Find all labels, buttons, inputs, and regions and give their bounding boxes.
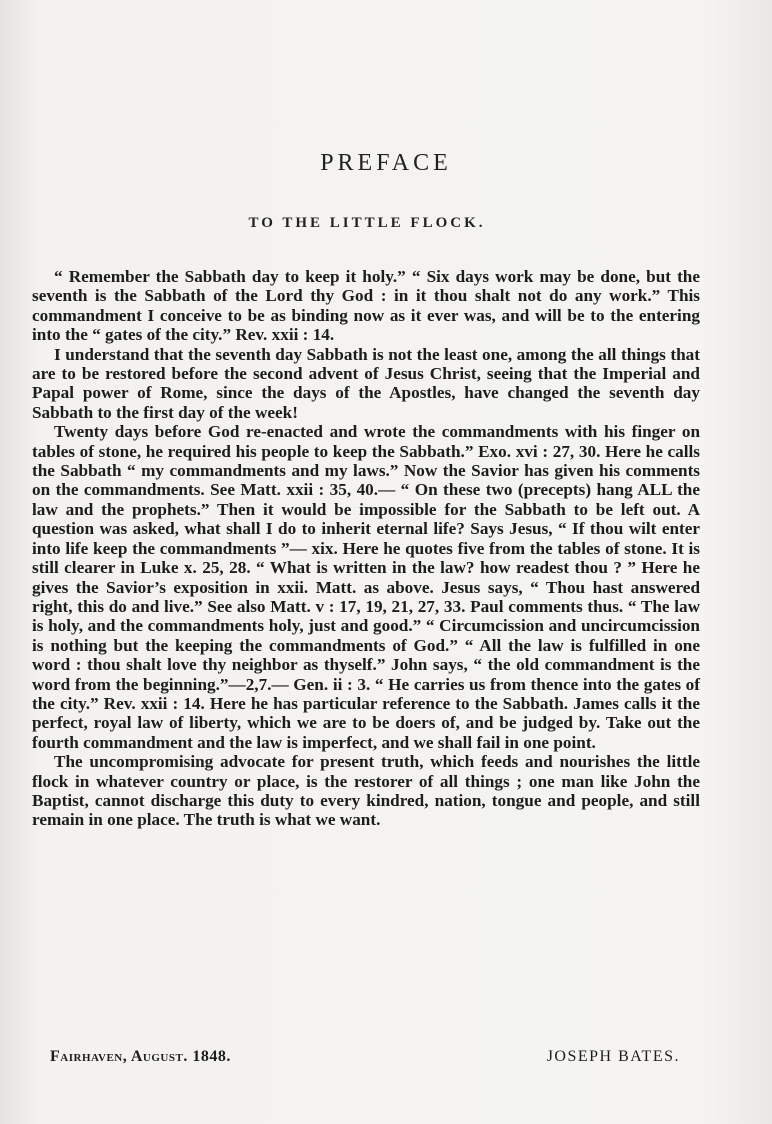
- signature-line: [50, 1048, 680, 1066]
- place-date: Fairhaven, August. 1848.: [50, 1048, 231, 1065]
- author-name: JOSEPH BATES.: [546, 1048, 680, 1065]
- page-title: PREFACE: [320, 150, 452, 176]
- paragraph-2: I understand that the seventh day Sabbath is not the least one, among the all things that are to be restored before the second advent of Jesus Christ, seeing that the Imperial and Papal power of Rome, since the days of the Apostles, have changed the seventh day Sabbath to the first day of the week!: [32, 344, 700, 422]
- page-subtitle: TO THE LITTLE FLOCK.: [248, 215, 486, 231]
- paragraph-3: Twenty days before God re-enacted and wrote the commandments with his finger on tables of stone, he required his people to keep the Sabbath.” Exo. xvi : 27, 30. Here he calls the Sabbath “ my commandments and my laws.” Now the Savior has given his comments on the commandments. See Matt. xxii : 35, 40.— “ On these two (precepts) hang ALL the law and the prophets.” Then it would be impossible for the Sabbath to be left out. A question was asked, what shall I do to inherit eternal life? Says Jesus, “ If thou wilt enter into life keep the commandments ”— xix. Here he quotes five from the tables of stone. It is still clearer in Luke x. 25, 28. “ What is written in the law? how readest thou ? ” Here he gives the Savior’s exposition in xxii. Matt. as above. Jesus says, “ Thou hast answered right, this do and live.” See also Matt. v : 17, 19, 21, 27, 33. Paul comments thus. “ The law is holy, and the commandments holy, just and good.” “ Circumcission and uncircumcission is nothing but the keeping the commandments of God.” “ All the law is fulfilled in one word : thou shalt love thy neighbor as thyself.” John says, “ the old commandment is the word from the beginning.”—2,7.— Gen. ii : 3. “ He carries us from thence into the gates of the city.” Rev. xxii : 14. Here he has particular reference to the Sabbath. James calls it the perfect, royal law of liberty, which we are to be doers of, and be judged by. Take out the fourth commandment and the law is imperfect, and we shall fail in one point.: [32, 422, 700, 752]
- paragraph-4: The uncompromising advocate for present truth, which feeds and nourishes the little flock in whatever country or place, is the restorer of all things ; one man like John the Baptist, cannot discharge this duty to every kindred, nation, tongue and people, and still remain in one place. The truth is what we want.: [32, 752, 700, 830]
- preface-body: [32, 267, 700, 830]
- paragraph-1: “ Remember the Sabbath day to keep it holy.” “ Six days work may be done, but the seventh is the Sabbath of the Lord thy God : in it thou shalt not do any work.” This commandment I conceive to be as binding now as it ever was, and will be to the entering into the “ gates of the city.” Rev. xxii : 14.: [32, 267, 700, 345]
